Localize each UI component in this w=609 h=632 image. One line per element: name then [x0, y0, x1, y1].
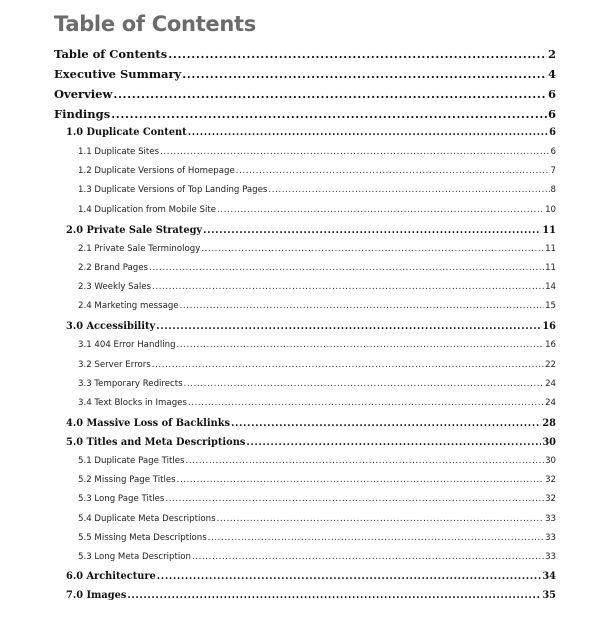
toc-entry-page: 33 — [545, 514, 556, 524]
toc-entry-page: 10 — [545, 205, 556, 215]
toc-entry[interactable] — [78, 475, 556, 485]
toc-entry[interactable] — [78, 340, 556, 350]
toc-entry-page: 6 — [549, 127, 556, 138]
toc-leader-dots — [188, 127, 548, 138]
toc-leader-dots — [192, 552, 544, 562]
toc-leader-dots — [149, 263, 544, 273]
toc-entry[interactable] — [78, 514, 556, 524]
toc-entry-page: 15 — [545, 301, 556, 311]
toc-entry-label: Table of Contents — [54, 47, 168, 61]
toc-entry[interactable] — [54, 47, 556, 61]
toc-entry-page: 34 — [542, 571, 556, 582]
toc-entry-page: 16 — [545, 340, 556, 350]
toc-entry-label: 2.3 Weekly Sales — [78, 282, 152, 292]
toc-leader-dots — [268, 185, 549, 195]
toc-entry[interactable] — [54, 107, 556, 121]
toc-entry-label: 5.1 Duplicate Page Titles — [78, 456, 185, 466]
toc-entry-page: 16 — [542, 321, 556, 332]
toc-leader-dots — [152, 282, 544, 292]
toc-leader-dots — [236, 166, 550, 176]
toc-entry[interactable] — [78, 244, 556, 254]
toc-entry-label: 5.5 Missing Meta Descriptions — [78, 533, 207, 543]
toc-leader-dots — [177, 340, 545, 350]
toc-entry[interactable] — [54, 87, 556, 101]
toc-entry-page: 11 — [545, 244, 556, 254]
page-title: Table of Contents — [54, 12, 256, 36]
toc-entry-page: 22 — [545, 360, 556, 370]
toc-entry[interactable] — [66, 225, 556, 236]
toc-entry[interactable] — [78, 398, 556, 408]
toc-leader-dots — [246, 437, 541, 448]
toc-entry[interactable] — [66, 321, 556, 332]
toc-leader-dots — [217, 514, 544, 524]
toc-leader-dots — [156, 321, 541, 332]
toc-entry[interactable] — [78, 552, 556, 562]
toc-entry-page: 11 — [545, 263, 556, 273]
toc-entry-label: 7.0 Images — [66, 590, 127, 601]
toc-entry-label: 3.2 Server Errors — [78, 360, 151, 370]
toc-entry-label: 1.1 Duplicate Sites — [78, 147, 160, 157]
toc-entry-page: 33 — [545, 552, 556, 562]
toc-leader-dots — [127, 590, 541, 601]
toc-entry[interactable] — [66, 437, 556, 448]
toc-entry[interactable] — [78, 263, 556, 273]
toc-entry-page: 30 — [542, 437, 556, 448]
toc-leader-dots — [157, 571, 542, 582]
toc-entry[interactable] — [66, 418, 556, 429]
toc-entry-label: 5.0 Titles and Meta Descriptions — [66, 437, 246, 448]
toc-entry-label: 1.3 Duplicate Versions of Top Landing Pages — [78, 185, 268, 195]
toc-entry-label: 2.1 Private Sale Terminology — [78, 244, 201, 254]
toc-leader-dots — [168, 47, 547, 61]
toc-entry[interactable] — [78, 301, 556, 311]
toc-entry[interactable] — [78, 282, 556, 292]
toc-entry-label: 5.3 Long Page Titles — [78, 494, 165, 504]
toc-leader-dots — [188, 398, 544, 408]
toc-entry-page: 2 — [547, 47, 556, 61]
toc-leader-dots — [165, 494, 544, 504]
toc-entry-label: 2.0 Private Sale Strategy — [66, 225, 203, 236]
toc-leader-dots — [203, 225, 541, 236]
toc-entry-label: 1.4 Duplication from Mobile Site — [78, 205, 217, 215]
toc-leader-dots — [184, 379, 544, 389]
toc-entry[interactable] — [78, 185, 556, 195]
toc-leader-dots — [182, 67, 547, 81]
toc-entry-page: 35 — [542, 590, 556, 601]
toc-entry-label: Overview — [54, 87, 113, 101]
toc-entry-page: 33 — [545, 533, 556, 543]
toc-entry[interactable] — [66, 590, 556, 601]
toc-entry-page: 14 — [545, 282, 556, 292]
toc-entry-label: 5.2 Missing Page Titles — [78, 475, 176, 485]
toc-entry[interactable] — [78, 147, 556, 157]
toc-entry-page: 6 — [550, 147, 556, 157]
toc-entry[interactable] — [78, 533, 556, 543]
toc-entry-page: 30 — [545, 456, 556, 466]
toc-entry-page: 6 — [547, 87, 556, 101]
toc-entry-label: 6.0 Architecture — [66, 571, 156, 582]
toc-leader-dots — [152, 360, 544, 370]
toc-entry[interactable] — [78, 205, 556, 215]
toc-entry[interactable] — [78, 456, 556, 466]
toc-entry-page: 6 — [547, 107, 556, 121]
toc-leader-dots — [208, 533, 544, 543]
toc-leader-dots — [180, 301, 544, 311]
toc-entry-label: 3.1 404 Error Handling — [78, 340, 176, 350]
toc-entry-label: 3.4 Text Blocks in Images — [78, 398, 187, 408]
toc-entry[interactable] — [78, 360, 556, 370]
toc-leader-dots — [111, 107, 547, 121]
toc-entry-label: 4.0 Massive Loss of Backlinks — [66, 418, 231, 429]
toc-entry[interactable] — [78, 494, 556, 504]
toc-leader-dots — [231, 418, 541, 429]
toc-entry-label: 5.3 Long Meta Description — [78, 552, 191, 562]
toc-entry-label: 1.0 Duplicate Content — [66, 127, 187, 138]
toc-entry[interactable] — [54, 67, 556, 81]
toc-leader-dots — [113, 87, 547, 101]
toc-entry[interactable] — [78, 379, 556, 389]
toc-entry-label: 1.2 Duplicate Versions of Homepage — [78, 166, 235, 176]
toc-entry-page: 28 — [542, 418, 556, 429]
toc-entry-page: 32 — [545, 494, 556, 504]
toc-entry-page: 24 — [545, 379, 556, 389]
toc-leader-dots — [177, 475, 544, 485]
toc-entry-label: 5.4 Duplicate Meta Descriptions — [78, 514, 216, 524]
toc-entry-page: 7 — [550, 166, 556, 176]
toc-entry[interactable] — [66, 571, 556, 582]
toc-entry-page: 24 — [545, 398, 556, 408]
toc-entry-page: 11 — [542, 225, 556, 236]
toc-entry-label: 2.4 Marketing message — [78, 301, 179, 311]
toc-leader-dots — [160, 147, 549, 157]
toc-entry-page: 32 — [545, 475, 556, 485]
toc-leader-dots — [217, 205, 544, 215]
toc-entry-label: Executive Summary — [54, 67, 182, 81]
toc-leader-dots — [201, 244, 544, 254]
toc-entry[interactable] — [78, 166, 556, 176]
toc-leader-dots — [186, 456, 545, 466]
toc-entry-page: 4 — [547, 67, 556, 81]
toc-entry-label: Findings — [54, 107, 111, 121]
toc-entry-label: 3.0 Accessibility — [66, 321, 156, 332]
toc-entry[interactable] — [66, 127, 556, 138]
toc-entry-label: 3.3 Temporary Redirects — [78, 379, 183, 389]
toc-entry-label: 2.2 Brand Pages — [78, 263, 149, 273]
toc-entry-page: 8 — [550, 185, 556, 195]
